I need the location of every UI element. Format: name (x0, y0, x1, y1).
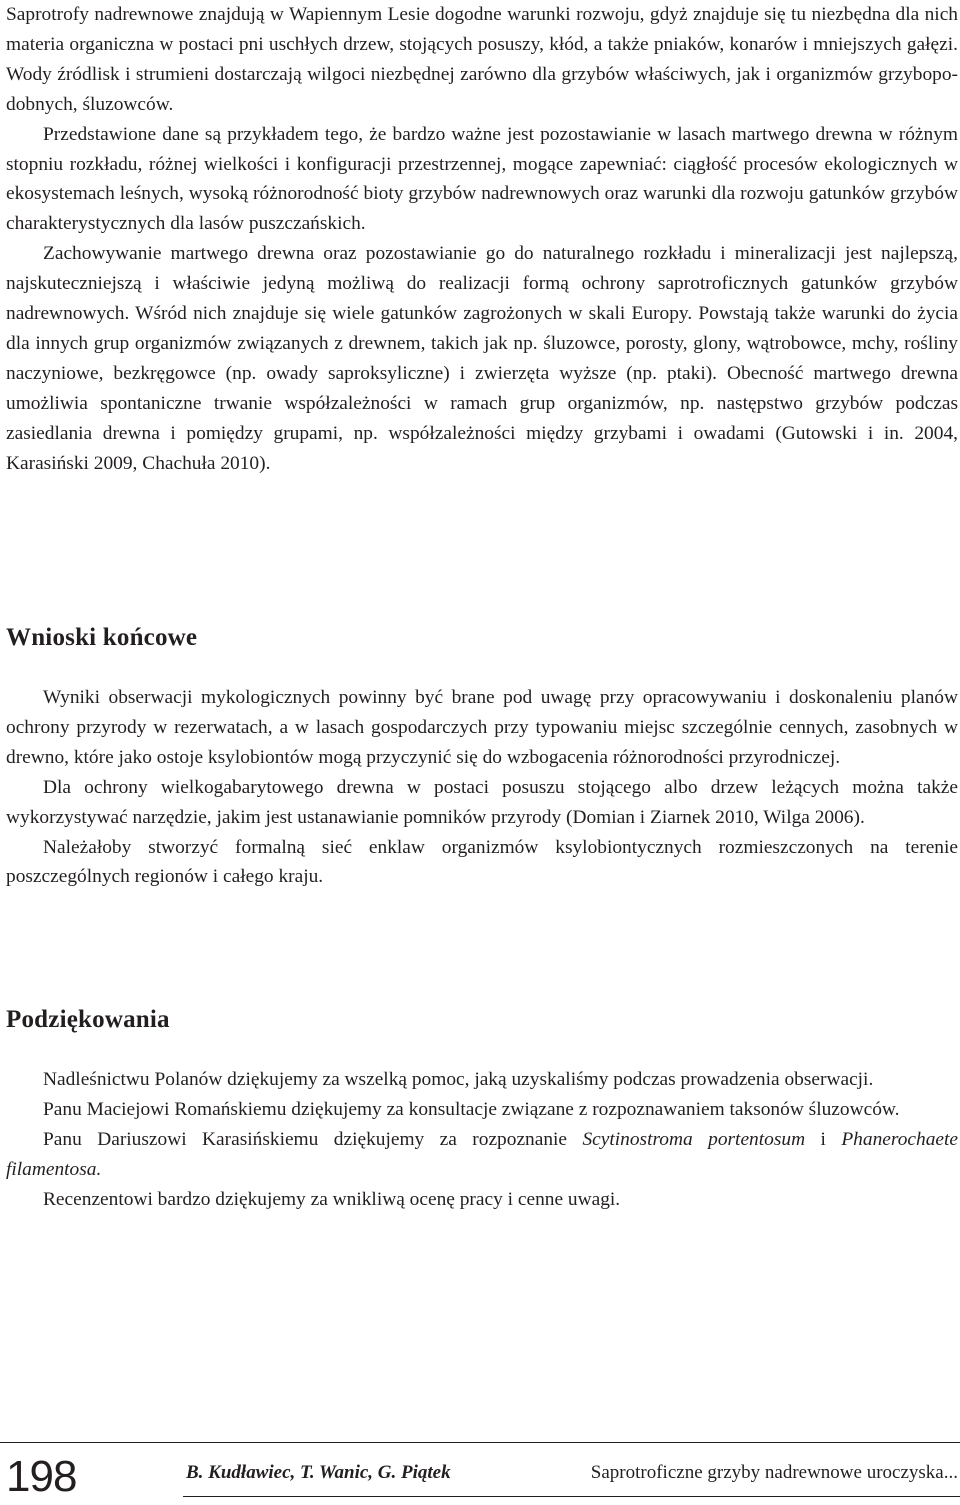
conclusions-paragraph-3: Należałoby stworzyć formalną sieć enklaw organizmów ksylobiontycznych rozmieszczonych na terenie poszczególnych regionów i całego kraju. (6, 836, 958, 888)
acknowledgements-paragraph-1: Nadleśnictwu Polanów dziękujemy za wszelką pomoc, jaką uzyskaliśmy podczas prowadzenia obserwacji. (43, 1069, 874, 1090)
acknowledgements-paragraph-2: Panu Maciejowi Romańskiemu dziękujemy za konsultacje związane z rozpoznawaniem taksonów śluzowców. (43, 1098, 900, 1120)
body-section (6, 0, 958, 479)
species-name-scytinostroma: Scytinostroma portentosum (582, 1128, 806, 1150)
body-paragraph-2: Przedstawione dane są przykładem tego, że bardzo ważne jest pozostawianie w lasach martwego drewna w różnym stopniu rozkładu, różnej wielkości i konfiguracji przestrzennej, mogące zapewniać: ciągłość procesów ekologicznych w ekosystemach leśnych, wysoką różnorodność bioty grzybów nadrewnowych oraz warunki dla rozwoju gatunków grzybów charakterystycznych dla lasów puszczańskich. (6, 123, 958, 235)
footer-authors: B. Kudławiec, T. Wanic, G. Piątek (186, 1462, 451, 1483)
acknowledgements-paragraph-4: Recenzentowi bardzo dziękujemy za wnikliwą ocenę pracy i cenne uwagi. (43, 1188, 621, 1210)
acknowledgements-heading: Podziękowania (6, 1006, 170, 1033)
acknowledgements-section (6, 1065, 958, 1215)
footer-running-title: Saprotroficzne grzyby nadrewnowe uroczyska... (590, 1462, 958, 1483)
footer-bottom-rule (183, 1496, 960, 1497)
conclusions-paragraph-2: Dla ochrony wielkogabarytowego drewna w postaci posuszu stojącego albo drzew leżących można także wykorzystywać narzędzie, jakim jest ustanawianie pomników przyrody (Domian i Ziarnek 2010, Wilga 2006). (6, 776, 958, 828)
conclusions-heading: Wnioski końcowe (6, 624, 198, 651)
species-name-phanerochaete: Phanerochaete filamentosa. (6, 1128, 958, 1180)
footer-top-rule (0, 1442, 960, 1443)
acknowledgements-p3-text: Panu Dariuszowi Karasińskiemu dziękujemy za rozpoznanie (43, 1128, 583, 1150)
page-number: 198 (6, 1452, 77, 1501)
body-paragraph-3: Zachowywanie martwego drewna oraz pozostawianie go do naturalnego rozkładu i mineralizacji jest najlepszą, najskuteczniejszą i właściwie jedyną możliwą do realizacji formą ochrony saprotroficznych gatunków grzybów nadrewnowych. Wśród nich znajduje się wiele gatunków zagrożonych w skali Europy. Powstają także warunki do życia dla innych grup organizmów związanych z drewnem, takich jak np. śluzowce, porosty, glony, wątrobowce, mchy, rośliny naczyniowe, bezkręgowce (np. owady saproksyliczne) i zwierzęta wyższe (np. ptaki). Obecność martwego drewna umożliwia spontaniczne trwanie współzależności w ramach grup organizmów, np. następstwo grzybów podczas zasiedlania drewna i pomiędzy grupami, np. współzależności między grzybami i owadami (Gutowski i in. 2004, Karasiński 2009, Chachuła 2010). (6, 243, 958, 474)
conclusions-section (6, 683, 958, 892)
acknowledgements-paragraph-3 (6, 1125, 958, 1185)
conclusions-paragraph-1: Wyniki obserwacji mykologicznych powinny być brane pod uwagę przy opracowywaniu i doskonaleniu planów ochrony przyrody w rezerwatach, a w lasach gospodarczych przy typowaniu miejsc szczególnie cennych, zasobnych w drewno, które jako ostoje ksylobiontów mogą przyczynić się do wzbogacenia różnorodności przyrodniczej. (6, 687, 958, 768)
acknowledgements-p3-conjunction: i (805, 1128, 842, 1150)
body-paragraph-1: Saprotrofy nadrewnowe znajdują w Wapiennym Lesie dogodne warunki rozwoju, gdyż znajduje się tu niezbędna dla nich materia organiczna w postaci pni uschłych drzew, stojących posuszy, kłód, a także pniaków, konarów i mniejszych gałęzi. Wody źródlisk i strumieni dostarczają wilgoci niezbędnej zarówno dla grzybów właściwych, jak i organizmów grzybopodobnych, śluzowców. (6, 4, 958, 115)
